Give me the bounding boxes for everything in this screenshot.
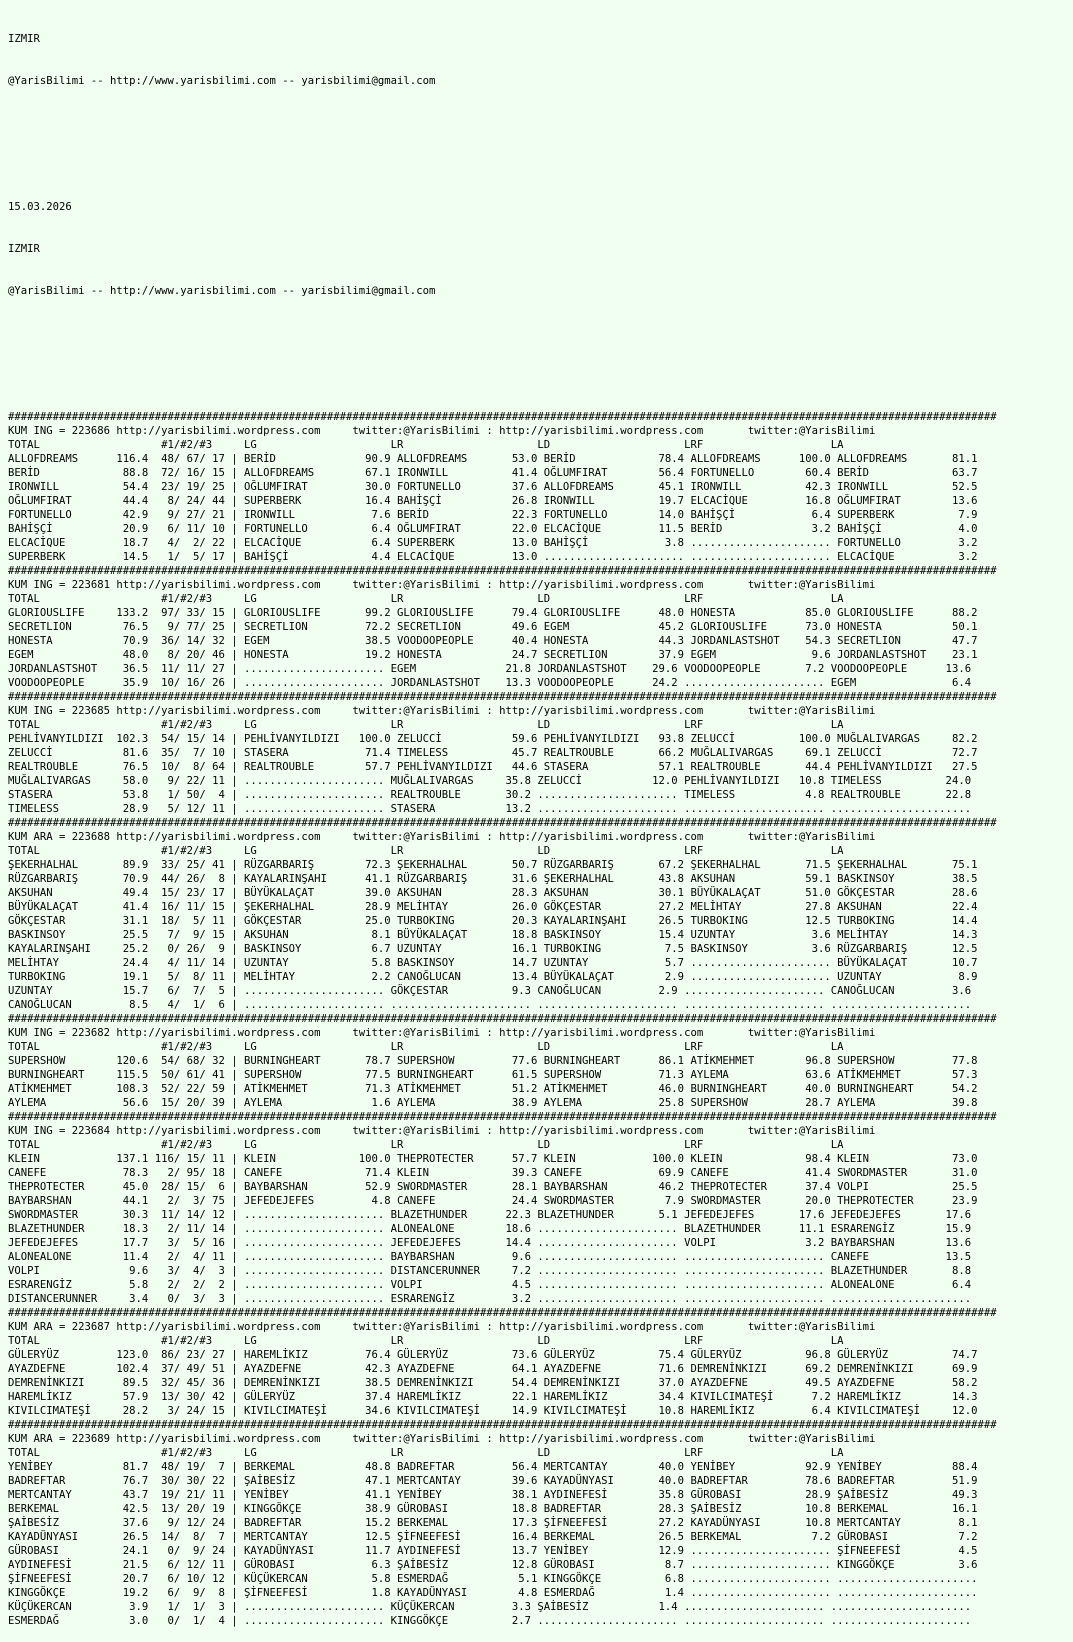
horse-row: KÜÇÜKERCAN 3.9 1/ 1/ 3 | ...................... KÜÇÜKERCAN 3.3 ŞAİBESİZ 1.4 ...................... ...................... xyxy=(8,1601,972,1613)
race-block xyxy=(8,1110,1073,1306)
separator-line: ########################################################################################################################################################### xyxy=(8,1307,997,1319)
horse-row: ESRARENGİZ 5.8 2/ 2/ 2 | ...................... VOLPI 4.5 ...................... ...................... ALONEALONE 6.4 xyxy=(8,1279,972,1291)
horse-row: REALTROUBLE 76.5 10/ 8/ 64 | REALTROUBLE 57.7 PEHLİVANYILDIZI 44.6 STASERA 57.1 REALTROUBLE 44.4 PEHLİVANYILDIZI 27.5 xyxy=(8,761,978,773)
horse-row: SUPERBERK 14.5 1/ 5/ 17 | BAHİŞÇİ 4.4 ELCACİQUE 13.0 ...................... ...................... ELCACİQUE 3.2 xyxy=(8,551,978,563)
separator-line: ########################################################################################################################################################### xyxy=(8,411,997,423)
race-header: KUM ARA = 223687 http://yarisbilimi.wordpress.com twitter:@YarisBilimi : http://yarisbilimi.wordpress.com twitter:@YarisBilimi xyxy=(8,1321,876,1333)
horse-row: BÜYÜKALAÇAT 41.4 16/ 11/ 15 | ŞEKERHALHAL 28.9 MELİHTAY 26.0 GÖKÇESTAR 27.2 MELİHTAY 27.8 AKSUHAN 22.4 xyxy=(8,901,978,913)
horse-row: RÜZGARBARIŞ 70.9 44/ 26/ 8 | KAYALARINŞAHI 41.1 RÜZGARBARIŞ 31.6 ŞEKERHALHAL 43.8 AKSUHAN 59.1 BASKINSOY 38.5 xyxy=(8,873,978,885)
date-line: 15.03.2026 xyxy=(8,201,72,213)
race-block xyxy=(8,564,1073,690)
race-header: KUM ING = 223681 http://yarisbilimi.wordpress.com twitter:@YarisBilimi : http://yarisbilimi.wordpress.com twitter:@YarisBilimi xyxy=(8,579,876,591)
horse-row: KINGGÖKÇE 19.2 6/ 9/ 8 | ŞİFNEEFESİ 1.8 KAYADÜNYASI 4.8 ESMERDAĞ 1.4 ...................... ...................... xyxy=(8,1587,978,1599)
horse-row: GÜROBASI 24.1 0/ 9/ 24 | KAYADÜNYASI 11.7 AYDINEFESİ 13.7 YENİBEY 12.9 ...................... ŞİFNEEFESİ 4.5 xyxy=(8,1545,978,1557)
horse-row: AYDINEFESİ 21.5 6/ 12/ 11 | GÜROBASI 6.3 ŞAİBESİZ 12.8 GÜROBASI 8.7 ...................... KINGGÖKÇE 3.6 xyxy=(8,1559,978,1571)
horse-row: MUĞLALIVARGAS 58.0 9/ 22/ 11 | ...................... MUĞLALIVARGAS 35.8 ZELUCCİ 12.0 PEHLİVANYILDIZI 10.8 TIMELESS 24.0 xyxy=(8,775,972,787)
column-header: TOTAL #1/#2/#3 LG LR LD LRF LA xyxy=(8,1041,844,1053)
race-header: KUM ARA = 223688 http://yarisbilimi.wordpress.com twitter:@YarisBilimi : http://yarisbilimi.wordpress.com twitter:@YarisBilimi xyxy=(8,831,876,843)
horse-row: BAYBARSHAN 44.1 2/ 3/ 75 | JEFEDEJEFES 4.8 CANEFE 24.4 SWORDMASTER 7.9 SWORDMASTER 20.0 THEPROTECTER 23.9 xyxy=(8,1195,978,1207)
city-line: IZMIR xyxy=(8,243,40,255)
race-header: KUM ING = 223686 http://yarisbilimi.wordpress.com twitter:@YarisBilimi : http://yarisbilimi.wordpress.com twitter:@YarisBilimi xyxy=(8,425,876,437)
separator-line: ########################################################################################################################################################### xyxy=(8,1111,997,1123)
horse-row: BASKINSOY 25.5 7/ 9/ 15 | AKSUHAN 8.1 BÜYÜKALAÇAT 18.8 BASKINSOY 15.4 UZUNTAY 3.6 MELİHTAY 14.3 xyxy=(8,929,978,941)
horse-row: FORTUNELLO 42.9 9/ 27/ 21 | IRONWILL 7.6 BERİD 22.3 FORTUNELLO 14.0 BAHİŞÇİ 6.4 SUPERBERK 7.9 xyxy=(8,509,978,521)
blank-line xyxy=(8,368,1073,382)
horse-row: VOODOOPEOPLE 35.9 10/ 16/ 26 | ...................... JORDANLASTSHOT 13.3 VOODOOPEOPLE 24.2 ...................... EGEM 6.4 xyxy=(8,677,972,689)
race-header: KUM ING = 223685 http://yarisbilimi.wordpress.com twitter:@YarisBilimi : http://yarisbilimi.wordpress.com twitter:@YarisBilimi xyxy=(8,705,876,717)
race-block xyxy=(8,690,1073,816)
horse-row: CANOĞLUCAN 8.5 4/ 1/ 6 | ...................... ...................... ...................... ...................... ...................... xyxy=(8,999,972,1011)
blank-line xyxy=(8,326,1073,340)
column-header: TOTAL #1/#2/#3 LG LR LD LRF LA xyxy=(8,439,844,451)
separator-line: ########################################################################################################################################################### xyxy=(8,565,997,577)
horse-row: DEMRENİNKIZI 89.5 32/ 45/ 36 | DEMRENİNKIZI 38.5 DEMRENİNKIZI 54.4 DEMRENİNKIZI 37.0 AYAZDEFNE 49.5 AYAZDEFNE 58.2 xyxy=(8,1377,978,1389)
horse-row: STASERA 53.8 1/ 50/ 4 | ...................... REALTROUBLE 30.2 ...................... TIMELESS 4.8 REALTROUBLE 22.8 xyxy=(8,789,972,801)
horse-row: BERKEMAL 42.5 13/ 20/ 19 | KINGGÖKÇE 38.9 GÜROBASI 18.8 BADREFTAR 28.3 ŞAİBESİZ 10.8 BERKEMAL 16.1 xyxy=(8,1503,978,1515)
horse-row: BADREFTAR 76.7 30/ 30/ 22 | ŞAİBESİZ 47.1 MERTCANTAY 39.6 KAYADÜNYASI 40.0 BADREFTAR 78.6 BADREFTAR 51.9 xyxy=(8,1475,978,1487)
column-header: TOTAL #1/#2/#3 LG LR LD LRF LA xyxy=(8,1335,844,1347)
horse-row: ALLOFDREAMS 116.4 48/ 67/ 17 | BERİD 90.9 ALLOFDREAMS 53.0 BERİD 78.4 ALLOFDREAMS 100.0 ALLOFDREAMS 81.1 xyxy=(8,453,978,465)
race-block xyxy=(8,816,1073,1012)
horse-row: EGEM 48.0 8/ 20/ 46 | HONESTA 19.2 HONESTA 24.7 SECRETLION 37.9 EGEM 9.6 JORDANLASTSHOT 23.1 xyxy=(8,649,978,661)
horse-row: AYLEMA 56.6 15/ 20/ 39 | AYLEMA 1.6 AYLEMA 38.9 AYLEMA 25.8 SUPERSHOW 28.7 AYLEMA 39.8 xyxy=(8,1097,978,1109)
horse-row: HONESTA 70.9 36/ 14/ 32 | EGEM 38.5 VOODOOPEOPLE 40.4 HONESTA 44.3 JORDANLASTSHOT 54.3 SECRETLION 47.7 xyxy=(8,635,978,647)
horse-row: AKSUHAN 49.4 15/ 23/ 17 | BÜYÜKALAÇAT 39.0 AKSUHAN 28.3 AKSUHAN 30.1 BÜYÜKALAÇAT 51.0 GÖKÇESTAR 28.6 xyxy=(8,887,978,899)
column-header: TOTAL #1/#2/#3 LG LR LD LRF LA xyxy=(8,719,844,731)
horse-row: ŞEKERHALHAL 89.9 33/ 25/ 41 | RÜZGARBARIŞ 72.3 ŞEKERHALHAL 50.7 RÜZGARBARIŞ 67.2 ŞEKERHALHAL 71.5 ŞEKERHALHAL 75.1 xyxy=(8,859,978,871)
horse-row: MERTCANTAY 43.7 19/ 21/ 11 | YENİBEY 41.1 YENİBEY 38.1 AYDINEFESİ 35.8 GÜROBASI 28.9 ŞAİBESİZ 49.3 xyxy=(8,1489,978,1501)
horse-row: GÜLERYÜZ 123.0 86/ 23/ 27 | HAREMLİKIZ 76.4 GÜLERYÜZ 73.6 GÜLERYÜZ 75.4 GÜLERYÜZ 96.8 GÜLERYÜZ 74.7 xyxy=(8,1349,978,1361)
separator-line: ########################################################################################################################################################### xyxy=(8,1013,997,1025)
horse-row: SUPERSHOW 120.6 54/ 68/ 32 | BURNINGHEART 78.7 SUPERSHOW 77.6 BURNINGHEART 86.1 ATİKMEHMET 96.8 SUPERSHOW 77.8 xyxy=(8,1055,978,1067)
race-header: KUM ARA = 223689 http://yarisbilimi.wordpress.com twitter:@YarisBilimi : http://yarisbilimi.wordpress.com twitter:@YarisBilimi xyxy=(8,1433,876,1445)
column-header: TOTAL #1/#2/#3 LG LR LD LRF LA xyxy=(8,1447,844,1459)
horse-row: GLORIOUSLIFE 133.2 97/ 33/ 15 | GLORIOUSLIFE 99.2 GLORIOUSLIFE 79.4 GLORIOUSLIFE 48.0 HONESTA 85.0 GLORIOUSLIFE 88.2 xyxy=(8,607,978,619)
contact-line: @YarisBilimi -- http://www.yarisbilimi.com -- yarisbilimi@gmail.com xyxy=(8,285,436,297)
blank-line xyxy=(8,158,1073,172)
horse-row: BLAZETHUNDER 18.3 2/ 11/ 14 | ...................... ALONEALONE 18.6 ...................... BLAZETHUNDER 11.1 ESRARENGİZ 15.9 xyxy=(8,1223,972,1235)
column-header: TOTAL #1/#2/#3 LG LR LD LRF LA xyxy=(8,845,844,857)
horse-row: JORDANLASTSHOT 36.5 11/ 11/ 27 | ...................... EGEM 21.8 JORDANLASTSHOT 29.6 VOODOOPEOPLE 7.2 VOODOOPEOPLE 13.6 xyxy=(8,663,972,675)
horse-row: UZUNTAY 15.7 6/ 7/ 5 | ...................... GÖKÇESTAR 9.3 CANOĞLUCAN 2.9 ...................... CANOĞLUCAN 3.6 xyxy=(8,985,972,997)
horse-row: DISTANCERUNNER 3.4 0/ 3/ 3 | ...................... ESRARENGİZ 3.2 ...................... ...................... ...................... xyxy=(8,1293,972,1305)
city-line: IZMIR xyxy=(8,33,40,45)
column-header: TOTAL #1/#2/#3 LG LR LD LRF LA xyxy=(8,593,844,605)
horse-row: KLEIN 137.1 116/ 15/ 11 | KLEIN 100.0 THEPROTECTER 57.7 KLEIN 100.0 KLEIN 98.4 KLEIN 73.0 xyxy=(8,1153,978,1165)
race-tables xyxy=(8,410,1073,1628)
horse-row: ŞİFNEEFESİ 20.7 6/ 10/ 12 | KÜÇÜKERCAN 5.8 ESMERDAĞ 5.1 KINGGÖKÇE 6.8 ...................... ...................... xyxy=(8,1573,978,1585)
horse-row: KIVILCIMATEŞİ 28.2 3/ 24/ 15 | KIVILCIMATEŞİ 34.6 KIVILCIMATEŞİ 14.9 KIVILCIMATEŞİ 10.8 HAREMLİKIZ 6.4 KIVILCIMATEŞİ 12.0 xyxy=(8,1405,978,1417)
race-block xyxy=(8,1418,1073,1628)
horse-row: YENİBEY 81.7 48/ 19/ 7 | BERKEMAL 48.8 BADREFTAR 56.4 MERTCANTAY 40.0 YENİBEY 92.9 YENİBEY 88.4 xyxy=(8,1461,978,1473)
race-header: KUM ING = 223684 http://yarisbilimi.wordpress.com twitter:@YarisBilimi : http://yarisbilimi.wordpress.com twitter:@YarisBilimi xyxy=(8,1125,876,1137)
horse-row: CANEFE 78.3 2/ 95/ 18 | CANEFE 71.4 KLEIN 39.3 CANEFE 69.9 CANEFE 41.4 SWORDMASTER 31.0 xyxy=(8,1167,978,1179)
column-header: TOTAL #1/#2/#3 LG LR LD LRF LA xyxy=(8,1139,844,1151)
horse-row: TIMELESS 28.9 5/ 12/ 11 | ...................... STASERA 13.2 ...................... ...................... ...................... xyxy=(8,803,972,815)
horse-row: BERİD 88.8 72/ 16/ 15 | ALLOFDREAMS 67.1 IRONWILL 41.4 OĞLUMFIRAT 56.4 FORTUNELLO 60.4 BERİD 63.7 xyxy=(8,467,978,479)
horse-row: ZELUCCİ 81.6 35/ 7/ 10 | STASERA 71.4 TIMELESS 45.7 REALTROUBLE 66.2 MUĞLALIVARGAS 69.1 ZELUCCİ 72.7 xyxy=(8,747,978,759)
race-header: KUM ING = 223682 http://yarisbilimi.wordpress.com twitter:@YarisBilimi : http://yarisbilimi.wordpress.com twitter:@YarisBilimi xyxy=(8,1027,876,1039)
horse-row: ESMERDAĞ 3.0 0/ 1/ 4 | ...................... KINGGÖKÇE 2.7 ...................... ...................... ...................... xyxy=(8,1615,972,1627)
horse-row: GÖKÇESTAR 31.1 18/ 5/ 11 | GÖKÇESTAR 25.0 TURBOKING 20.3 KAYALARINŞAHI 26.5 TURBOKING 12.5 TURBOKING 14.4 xyxy=(8,915,978,927)
horse-row: ŞAİBESİZ 37.6 9/ 12/ 24 | BADREFTAR 15.2 BERKEMAL 17.3 ŞİFNEEFESİ 27.2 KAYADÜNYASI 10.8 MERTCANTAY 8.1 xyxy=(8,1517,978,1529)
race-block xyxy=(8,1306,1073,1418)
horse-row: JEFEDEJEFES 17.7 3/ 5/ 16 | ...................... JEFEDEJEFES 14.4 ...................... VOLPI 3.2 BAYBARSHAN 13.6 xyxy=(8,1237,972,1249)
horse-row: IRONWILL 54.4 23/ 19/ 25 | OĞLUMFIRAT 30.0 FORTUNELLO 37.6 ALLOFDREAMS 45.1 IRONWILL 42.3 IRONWILL 52.5 xyxy=(8,481,978,493)
horse-row: KAYADÜNYASI 26.5 14/ 8/ 7 | MERTCANTAY 12.5 ŞİFNEEFESİ 16.4 BERKEMAL 26.5 BERKEMAL 7.2 GÜROBASI 7.2 xyxy=(8,1531,978,1543)
horse-row: TURBOKING 19.1 5/ 8/ 11 | MELİHTAY 2.2 CANOĞLUCAN 13.4 BÜYÜKALAÇAT 2.9 ...................... UZUNTAY 8.9 xyxy=(8,971,978,983)
horse-row: ATİKMEHMET 108.3 52/ 22/ 59 | ATİKMEHMET 71.3 ATİKMEHMET 51.2 ATİKMEHMET 46.0 BURNINGHEART 40.0 BURNINGHEART 54.2 xyxy=(8,1083,978,1095)
separator-line: ########################################################################################################################################################### xyxy=(8,817,997,829)
horse-row: VOLPI 9.6 3/ 4/ 3 | ...................... DISTANCERUNNER 7.2 ...................... ...................... BLAZETHUNDER 8.8 xyxy=(8,1265,972,1277)
horse-row: SWORDMASTER 30.3 11/ 14/ 12 | ...................... BLAZETHUNDER 22.3 BLAZETHUNDER 5.1 JEFEDEJEFES 17.6 JEFEDEJEFES 17.6 xyxy=(8,1209,972,1221)
separator-line: ########################################################################################################################################################### xyxy=(8,691,997,703)
horse-row: PEHLİVANYILDIZI 102.3 54/ 15/ 14 | PEHLİVANYILDIZI 100.0 ZELUCCİ 59.6 PEHLİVANYILDIZI 93.8 ZELUCCİ 100.0 MUĞLALIVARGAS 82.2 xyxy=(8,733,978,745)
horse-row: BAHİŞÇİ 20.9 6/ 11/ 10 | FORTUNELLO 6.4 OĞLUMFIRAT 22.0 ELCACİQUE 11.5 BERİD 3.2 BAHİŞÇİ 4.0 xyxy=(8,523,978,535)
race-block xyxy=(8,410,1073,564)
horse-row: OĞLUMFIRAT 44.4 8/ 24/ 44 | SUPERBERK 16.4 BAHİŞÇİ 26.8 IRONWILL 19.7 ELCACİQUE 16.8 OĞLUMFIRAT 13.6 xyxy=(8,495,978,507)
horse-row: BURNINGHEART 115.5 50/ 61/ 41 | SUPERSHOW 77.5 BURNINGHEART 61.5 SUPERSHOW 71.3 AYLEMA 63.6 ATİKMEHMET 57.3 xyxy=(8,1069,978,1081)
horse-row: AYAZDEFNE 102.4 37/ 49/ 51 | AYAZDEFNE 42.3 AYAZDEFNE 64.1 AYAZDEFNE 71.6 DEMRENİNKIZI 69.2 DEMRENİNKIZI 69.9 xyxy=(8,1363,978,1375)
horse-row: ELCACİQUE 18.7 4/ 2/ 22 | ELCACİQUE 6.4 SUPERBERK 13.0 BAHİŞÇİ 3.8 ...................... FORTUNELLO 3.2 xyxy=(8,537,978,549)
contact-line: @YarisBilimi -- http://www.yarisbilimi.com -- yarisbilimi@gmail.com xyxy=(8,75,436,87)
horse-row: THEPROTECTER 45.0 28/ 15/ 6 | BAYBARSHAN 52.9 SWORDMASTER 28.1 BAYBARSHAN 46.2 THEPROTECTER 37.4 VOLPI 25.5 xyxy=(8,1181,978,1193)
blank-line xyxy=(8,116,1073,130)
separator-line: ########################################################################################################################################################### xyxy=(8,1419,997,1431)
horse-row: KAYALARINŞAHI 25.2 0/ 26/ 9 | BASKINSOY 6.7 UZUNTAY 16.1 TURBOKING 7.5 BASKINSOY 3.6 RÜZGARBARIŞ 12.5 xyxy=(8,943,978,955)
horse-row: SECRETLION 76.5 9/ 77/ 25 | SECRETLION 72.2 SECRETLION 49.6 EGEM 45.2 GLORIOUSLIFE 73.0 HONESTA 50.1 xyxy=(8,621,978,633)
race-block xyxy=(8,1012,1073,1110)
horse-row: MELİHTAY 24.4 4/ 11/ 14 | UZUNTAY 5.8 BASKINSOY 14.7 UZUNTAY 5.7 ...................... BÜYÜKALAÇAT 10.7 xyxy=(8,957,978,969)
horse-row: ALONEALONE 11.4 2/ 4/ 11 | ...................... BAYBARSHAN 9.6 ...................... ...................... CANEFE 13.5 xyxy=(8,1251,972,1263)
horse-row: HAREMLİKIZ 57.9 13/ 30/ 42 | GÜLERYÜZ 37.4 HAREMLİKIZ 22.1 HAREMLİKIZ 34.4 KIVILCIMATEŞİ 7.2 HAREMLİKIZ 14.3 xyxy=(8,1391,978,1403)
